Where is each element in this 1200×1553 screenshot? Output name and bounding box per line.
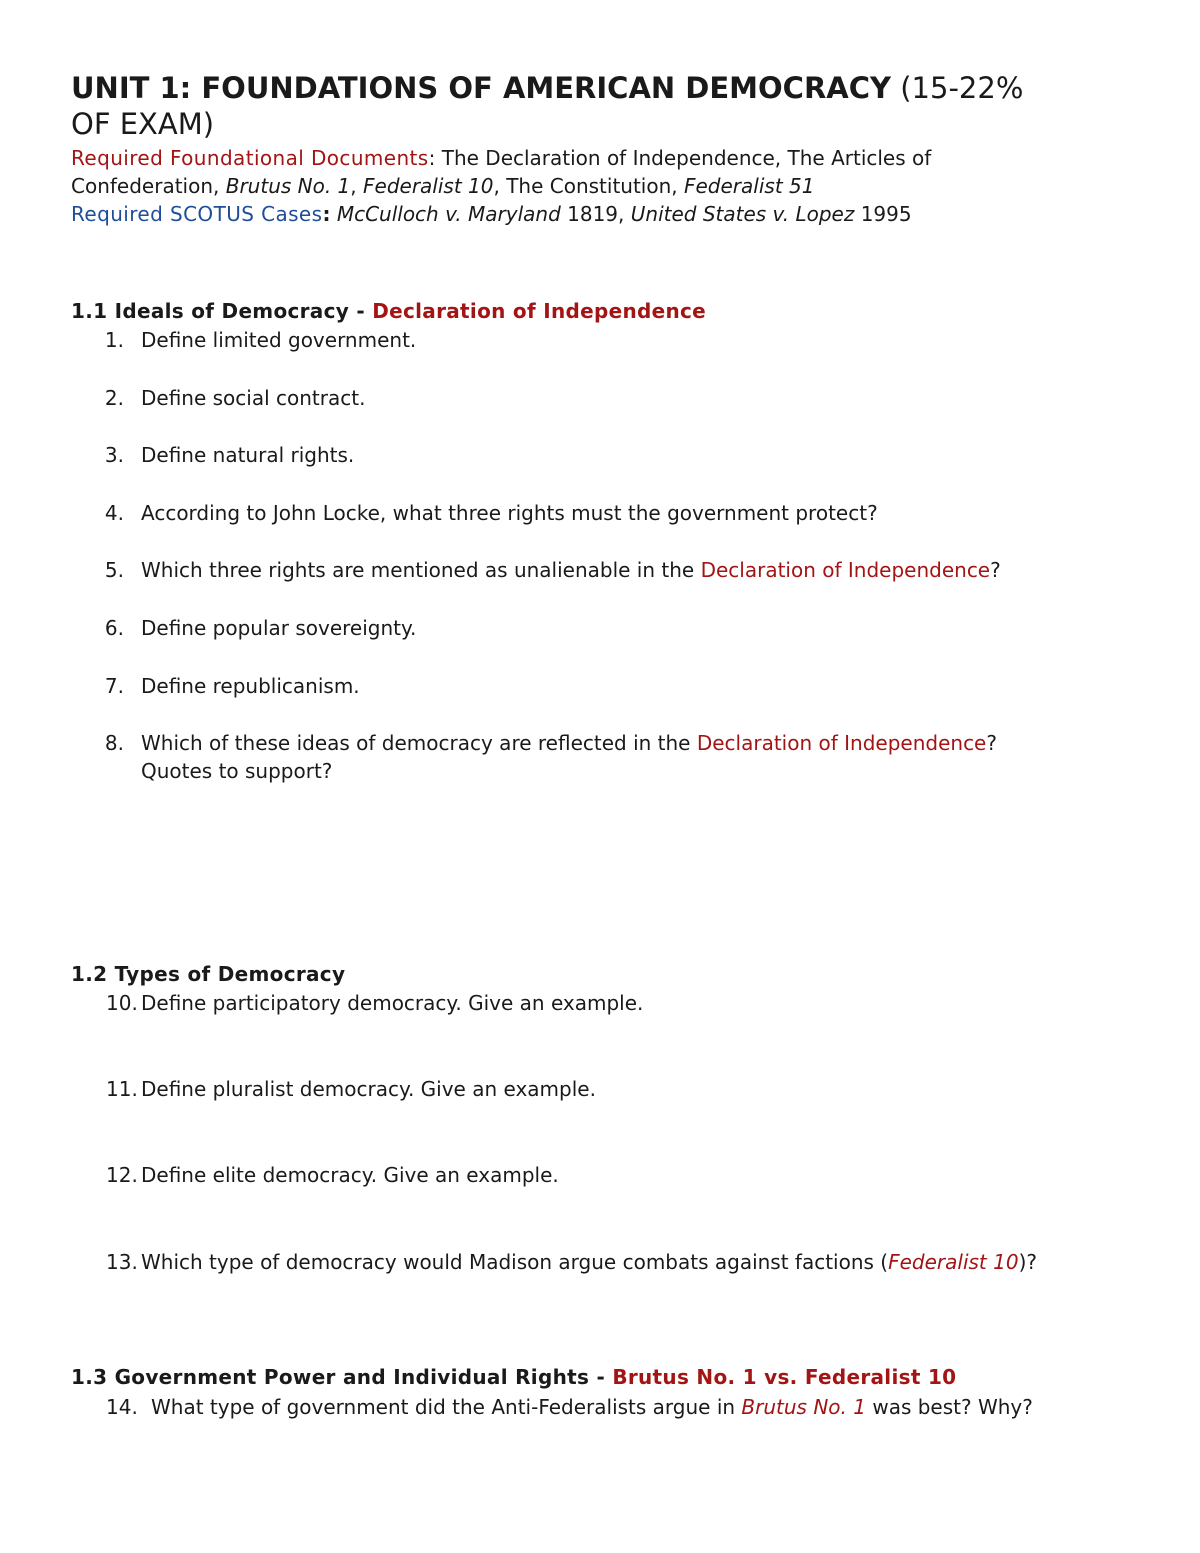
question-text-post: )? [1018,1250,1037,1274]
question-text: Define participatory democracy. Give an example. [141,991,644,1015]
question-number: 8. [104,731,124,755]
question-text-red: Brutus No. 1 [741,1395,866,1419]
question-text-red: Declaration of Independence [696,731,987,755]
question-number: 3. [104,443,124,467]
question-text-pre: Which type of democracy would Madison argue combats against factions ( [141,1250,889,1274]
section-title-red: Brutus No. 1 vs. Federalist 10 [612,1365,957,1389]
question-text-red: Federalist 10 [888,1250,1019,1274]
question-text-post: ? [986,731,997,755]
question-text: Define popular sovereignty. [141,616,417,640]
section-title-text: 1.1 Ideals of Democracy - [71,299,373,323]
section-1-1-title [71,297,706,325]
question-number: 14. [106,1395,138,1419]
section-title-text: 1.3 Government Power and Individual Rights - [71,1365,613,1389]
required-cases-label: Required SCOTUS Cases [71,202,323,226]
case-mcculloch: McCulloch v. Maryland [336,202,561,226]
question-text: Define limited government. [141,328,417,352]
question-text-pre: Which three rights are mentioned as unalienable in the [141,558,701,582]
question-text-line2: Quotes to support? [141,759,333,783]
case-text: 1995 [854,202,912,226]
sections [71,0,1151,1553]
doc-text: , [350,174,364,198]
doc-brutus: Brutus No. 1 [225,174,351,198]
question-text [151,1393,1033,1421]
section-title-red: Declaration of Independence [372,299,707,323]
question-text [141,729,997,785]
doc-text: The Declaration of Independence, The Articles of [435,146,932,170]
question-number: 5. [104,558,124,582]
question-text: According to John Locke, what three rights must the government protect? [141,501,878,525]
section-title-text: 1.2 Types of Democracy [71,962,346,986]
question-number: 13. [106,1250,138,1274]
question-number: 12. [106,1163,138,1187]
title-line2: OF EXAM) [71,107,215,141]
question-number: 4. [104,501,124,525]
doc-text: Confederation, [71,174,226,198]
case-lopez: United States v. Lopez [630,202,855,226]
doc-text: , The Constitution, [493,174,684,198]
question-text-pre: What type of government did the Anti-Federalists argue in [151,1395,742,1419]
question-text: Define pluralist democracy. Give an example. [141,1077,596,1101]
question-number: 7. [104,674,124,698]
doc-federalist-10: Federalist 10 [363,174,494,198]
question-number: 10. [106,991,138,1015]
title-bold: UNIT 1: FOUNDATIONS OF AMERICAN DEMOCRACY [71,71,892,105]
required-documents-label: Required Foundational Documents [71,146,429,170]
question-number: 2. [104,386,124,410]
question-text-red: Declaration of Independence [700,558,991,582]
question-text: Define natural rights. [141,443,355,467]
question-number: 11. [106,1077,138,1101]
colon: : [322,202,331,226]
question-text: Define social contract. [141,386,366,410]
doc-federalist-51: Federalist 51 [684,174,815,198]
title-rest: (15-22% [891,71,1024,105]
question-text: Define republicanism. [141,674,360,698]
case-text: 1819, [560,202,631,226]
question-text [141,1248,1037,1276]
question-text-post: ? [990,558,1001,582]
question-text-pre: Which of these ideas of democracy are reflected in the [141,731,697,755]
question-number: 6. [104,616,124,640]
section-1-2-title [71,960,345,988]
colon: : [428,146,436,170]
question-text [141,556,1001,584]
question-number: 1. [104,328,124,352]
section-1-3-title [71,1363,956,1391]
question-text: Define elite democracy. Give an example. [141,1163,559,1187]
question-text-post: was best? Why? [865,1395,1033,1419]
